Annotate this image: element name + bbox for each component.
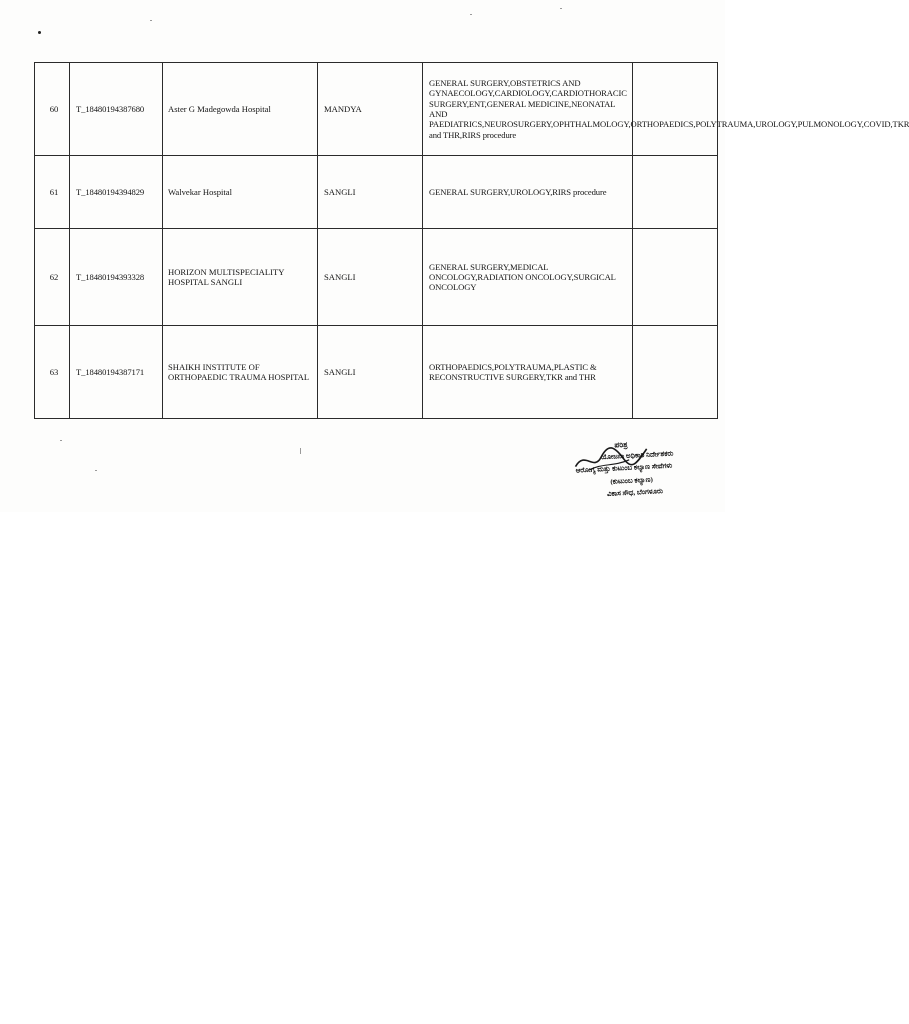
stamp-line: (ಕುಟುಂಬ ಕಲ್ಯಾಣ) [610, 475, 654, 486]
serial-number: 61 [35, 156, 70, 229]
serial-number: 60 [35, 63, 70, 156]
scan-speck [60, 440, 62, 441]
hospital-id: T_18480194387680 [70, 63, 163, 156]
hospital-table [34, 62, 909, 422]
hospital-id: T_18480194393328 [70, 229, 163, 326]
hospital-id: T_18480194394829 [70, 156, 163, 229]
stamp-line: ಆರೋಗ್ಯ ಮತ್ತು ಕುಟುಂಬ ಕಲ್ಯಾಣ ಸೇವೆಗಳು [575, 461, 673, 475]
specialities: ORTHOPAEDICS,POLYTRAUMA,PLASTIC & RECONSTRUCTIVE SURGERY,TKR and THR [423, 326, 633, 419]
specialities: GENERAL SURGERY,UROLOGY,RIRS procedure [423, 156, 633, 229]
district: SANGLI [318, 229, 423, 326]
table-row [35, 229, 718, 326]
remarks [633, 326, 718, 419]
hospital-name: Aster G Madegowda Hospital [163, 63, 318, 156]
hospital-name: SHAIKH INSTITUTE OF ORTHOPAEDIC TRAUMA HOSPITAL [163, 326, 318, 419]
remarks [633, 156, 718, 229]
district: MANDYA [318, 63, 423, 156]
hospital-name: Walvekar Hospital [163, 156, 318, 229]
stamp-line: ಪರಿಶ್ರ [614, 439, 628, 450]
table-row [35, 326, 718, 419]
district: SANGLI [318, 326, 423, 419]
remarks [633, 229, 718, 326]
scan-speck [300, 448, 301, 454]
scan-speck [95, 470, 97, 471]
specialities: GENERAL SURGERY,MEDICAL ONCOLOGY,RADIATION ONCOLOGY,SURGICAL ONCOLOGY [423, 229, 633, 326]
stamp-line: ವಿಕಾಸ ಸೌಧ, ಬೆಂಗಳೂರು [606, 487, 664, 499]
serial-number: 63 [35, 326, 70, 419]
scan-speck [470, 14, 472, 15]
district: SANGLI [318, 156, 423, 229]
official-stamp [564, 435, 688, 515]
bullet-mark [38, 31, 41, 34]
table-row [35, 156, 718, 229]
scan-speck [150, 20, 152, 21]
stamp-line: ಯೋಜನಾ ಅಧಿಕಾರಿ ನಿರ್ದೇಶಕರು [600, 449, 674, 462]
table-row [35, 63, 718, 156]
remarks [633, 63, 718, 156]
hospital-name: HORIZON MULTISPECIALITY HOSPITAL SANGLI [163, 229, 318, 326]
hospital-id: T_18480194387171 [70, 326, 163, 419]
scan-speck [560, 8, 562, 9]
serial-number: 62 [35, 229, 70, 326]
specialities: GENERAL SURGERY,OBSTETRICS AND GYNAECOLOGY,CARDIOLOGY,CARDIOTHORACIC SURGERY,ENT,GENERAL MEDICINE,NEONATAL AND PAEDIATRICS,NEUROSURGERY,OPHTHALMOLOGY,ORTHOPAEDICS,POLYTRAUMA,UROLOGY,PULMONOLOGY,COVID,TKR and THR,RIRS procedure [423, 63, 633, 156]
